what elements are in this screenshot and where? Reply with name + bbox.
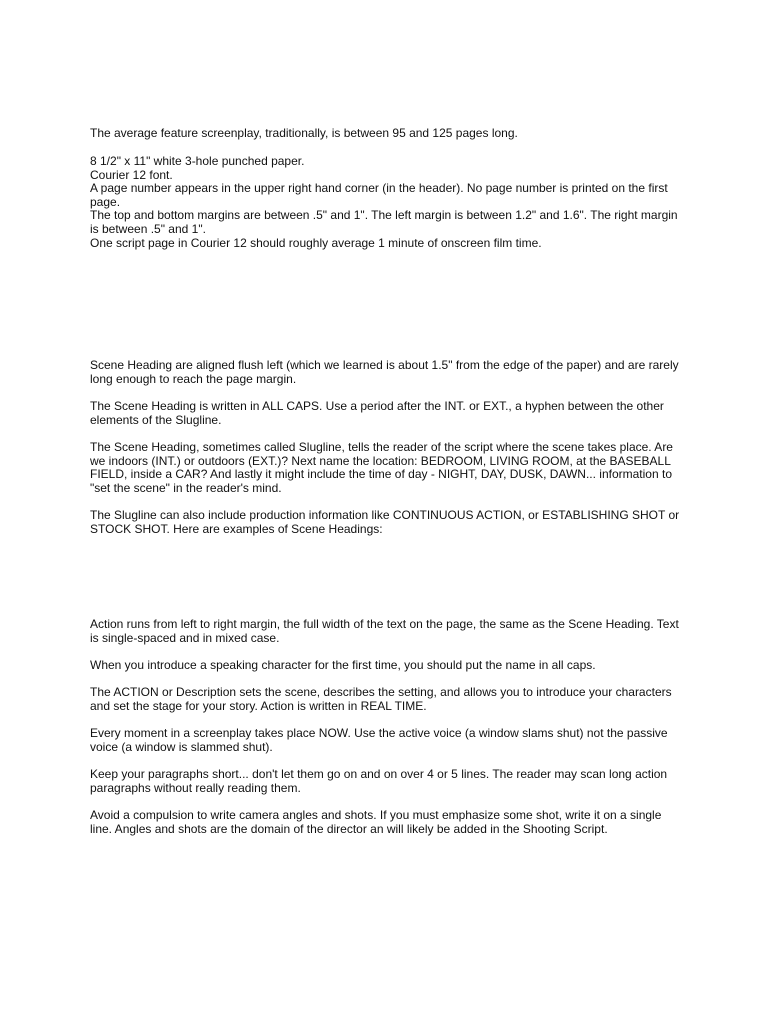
action-text: Every moment in a screenplay takes place NOW. Use the active voice (a window slams shut) not the passive voice (a window is slammed shut).: [90, 726, 668, 754]
spec-margins: The top and bottom margins are between .5" and 1". The left margin is between 1.2" and 1.6". The right margin is between .5" and 1".: [90, 208, 678, 236]
scene-heading-paragraph: [90, 359, 680, 386]
scene-heading-paragraph: [90, 441, 680, 495]
scene-heading-text: The Scene Heading is written in ALL CAPS. Use a period after the INT. or EXT., a hyphen between the other elements of the Slugline.: [90, 399, 664, 427]
action-paragraph: [90, 768, 680, 795]
action-paragraph: [90, 727, 680, 754]
spec-timing: One script page in Courier 12 should roughly average 1 minute of onscreen film time.: [90, 235, 542, 250]
action-text: Keep your paragraphs short... don't let them go on and on over 4 or 5 lines. The reader may scan long action paragraphs without really reading them.: [90, 767, 668, 795]
spec-font: Courier 12 font.: [90, 167, 173, 182]
action-text: The ACTION or Description sets the scene, describes the setting, and allows you to introduce your characters and set the stage for your story. Action is written in REAL TIME.: [90, 685, 672, 713]
action-paragraph: [90, 809, 680, 836]
scene-heading-text: The Slugline can also include production information like CONTINUOUS ACTION, or ESTABLISHING SHOT or STOCK SHOT. Here are examples of Scene Headings:: [90, 508, 680, 536]
spec-paper: 8 1/2" x 11" white 3-hole punched paper.: [90, 154, 305, 168]
action-text: Action runs from left to right margin, the full width of the text on the page, the same as the Scene Heading. Text is single-spaced and in mixed case.: [90, 617, 679, 645]
action-paragraph: [90, 686, 680, 713]
format-intro: [90, 127, 680, 141]
action-paragraph: [90, 618, 680, 645]
scene-heading-text: The Scene Heading, sometimes called Slugline, tells the reader of the script where the scene takes place. Are we indoors (INT.) or outdoors (EXT.)? Next name the location: BEDROOM, LIVING ROOM, at the BASEBALL FIELD, inside a CAR? And lastly it might include the time of day - NIGHT, DAY, DUSK, DAWN... information to "set the scene" in the reader's mind.: [90, 440, 673, 495]
spec-page-number: A page number appears in the upper right hand corner (in the header). No page number is printed on the first page.: [90, 181, 668, 209]
scene-heading-text: Scene Heading are aligned flush left (which we learned is about 1.5" from the edge of the paper) and are rarely long enough to reach the page margin.: [90, 358, 679, 386]
scene-heading-paragraph: [90, 509, 680, 536]
action-paragraph: [90, 659, 680, 673]
scene-heading-paragraph: [90, 400, 680, 427]
format-intro-text: The average feature screenplay, traditionally, is between 95 and 125 pages long.: [90, 126, 518, 140]
action-text: Avoid a compulsion to write camera angles and shots. If you must emphasize some shot, write it on a single line. Angles and shots are the domain of the director an will likely be added in the Shooting Script.: [90, 808, 662, 836]
format-specs: [90, 155, 680, 250]
action-text: When you introduce a speaking character for the first time, you should put the name in all caps.: [90, 658, 596, 672]
